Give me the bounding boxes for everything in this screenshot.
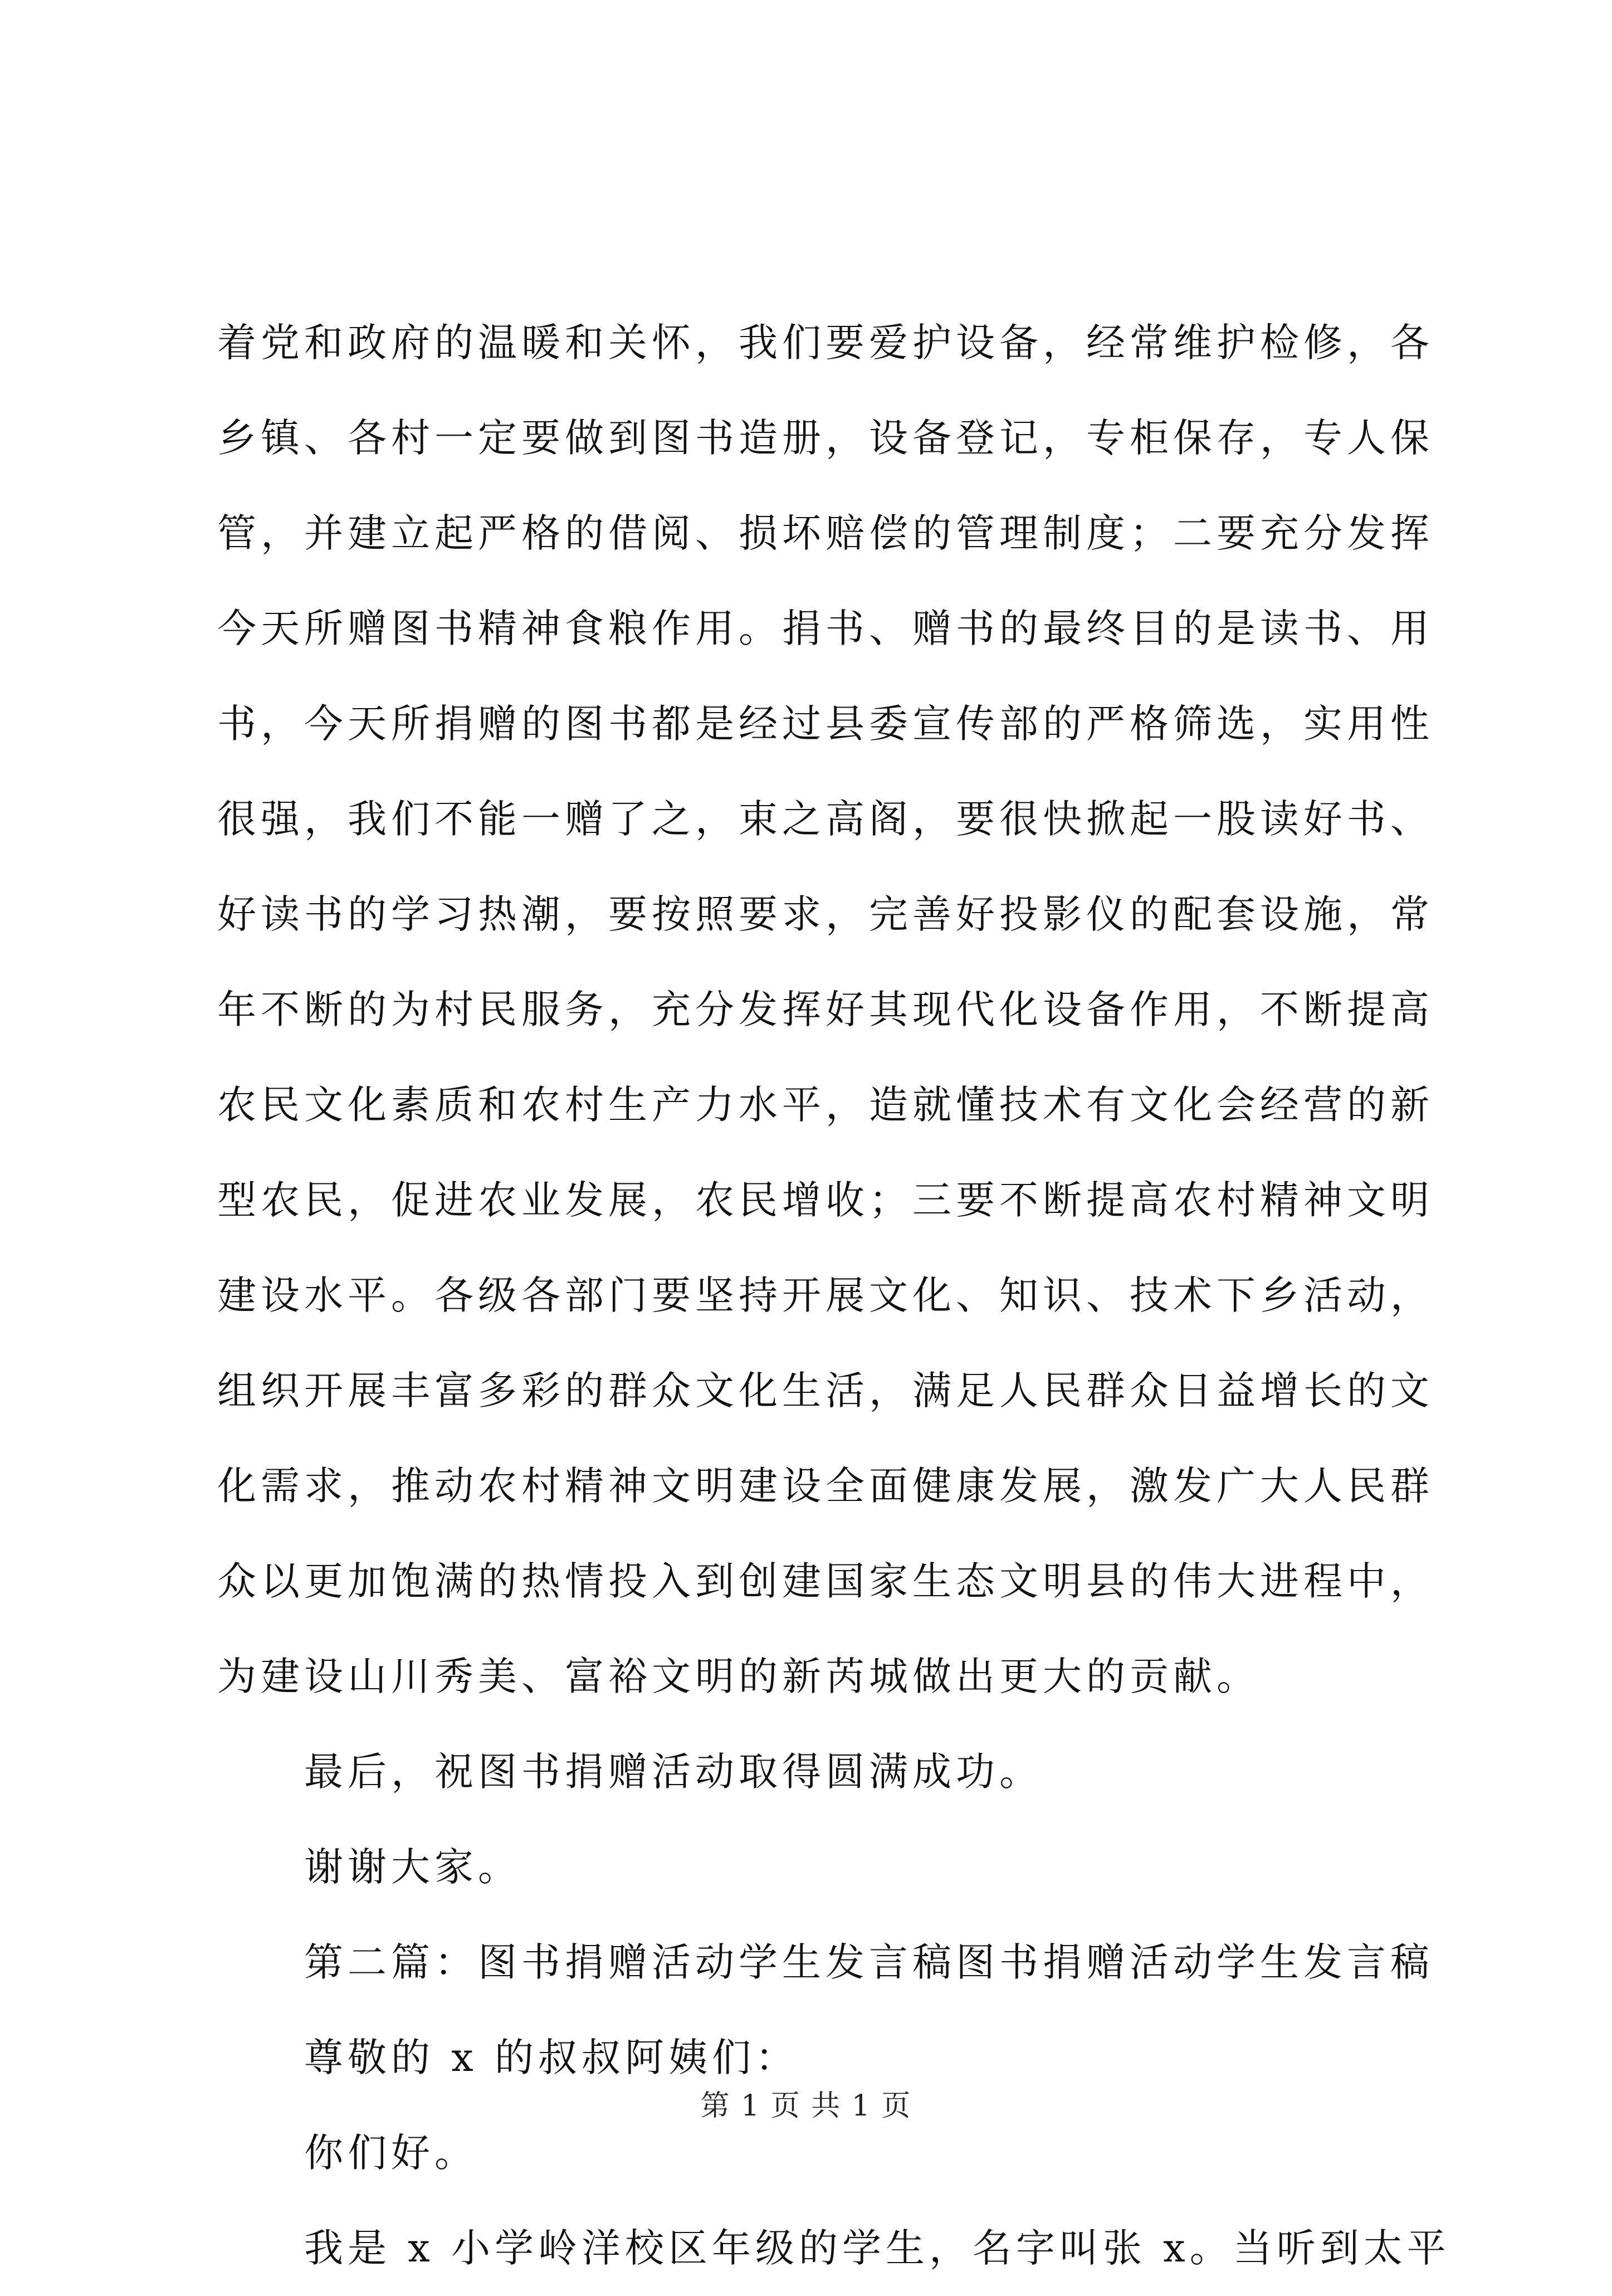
page-footer: 第 1 页 共 1 页 xyxy=(700,2089,912,2123)
text-line: 化需求，推动农村精神文明建设全面健康发展，激发广大人民群 xyxy=(217,1463,1434,1509)
text-line: 组织开展丰富多彩的群众文化生活，满足人民群众日益增长的文 xyxy=(217,1368,1434,1413)
text-line: 很强，我们不能一赠了之，束之高阁，要很快掀起一股读好书、 xyxy=(217,796,1434,842)
text-line: 型农民，促进农业发展，农民增收；三要不断提高农村精神文明 xyxy=(217,1177,1434,1223)
document-body xyxy=(217,295,1450,2296)
text-line: 乡镇、各村一定要做到图书造册，设备登记，专柜保存，专人保 xyxy=(217,415,1434,461)
text-line: 众以更加饱满的热情投入到创建国家生态文明县的伟大进程中， xyxy=(217,1558,1434,1604)
text-line: 着党和政府的温暖和关怀，我们要爱护设备，经常维护检修，各 xyxy=(217,320,1434,365)
section-heading: 第二篇：图书捐赠活动学生发言稿图书捐赠活动学生发言稿 xyxy=(304,1939,1434,1985)
text-line: 农民文化素质和农村生产力水平，造就懂技术有文化会经营的新 xyxy=(217,1082,1434,1128)
greeting: 你们好。 xyxy=(304,2130,478,2176)
text-line: 好读书的学习热潮，要按照要求，完善好投影仪的配套设施，常 xyxy=(217,891,1434,937)
paragraph-closing-wish: 最后，祝图书捐赠活动取得圆满成功。 xyxy=(304,1749,1043,1795)
text-line: 书，今天所捐赠的图书都是经过县委宣传部的严格筛选，实用性 xyxy=(217,701,1434,747)
text-line: 年不断的为村民服务，充分发挥好其现代化设备作用，不断提高 xyxy=(217,987,1434,1032)
salutation: 尊敬的 x 的叔叔阿姨们： xyxy=(304,2035,799,2080)
text-line: 今天所赠图书精神食粮作用。捐书、赠书的最终目的是读书、用 xyxy=(217,606,1434,651)
text-line: 为建设山川秀美、富裕文明的新芮城做出更大的贡献。 xyxy=(217,1654,1260,1699)
paragraph-thanks: 谢谢大家。 xyxy=(304,1844,521,1890)
text-line: 建设水平。各级各部门要坚持开展文化、知识、技术下乡活动， xyxy=(217,1273,1434,1318)
text-line: 我是 x 小学岭洋校区年级的学生，名字叫张 x。当听到太平 xyxy=(304,2225,1450,2271)
text-line: 管，并建立起严格的借阅、损坏赔偿的管理制度；二要充分发挥 xyxy=(217,510,1434,556)
